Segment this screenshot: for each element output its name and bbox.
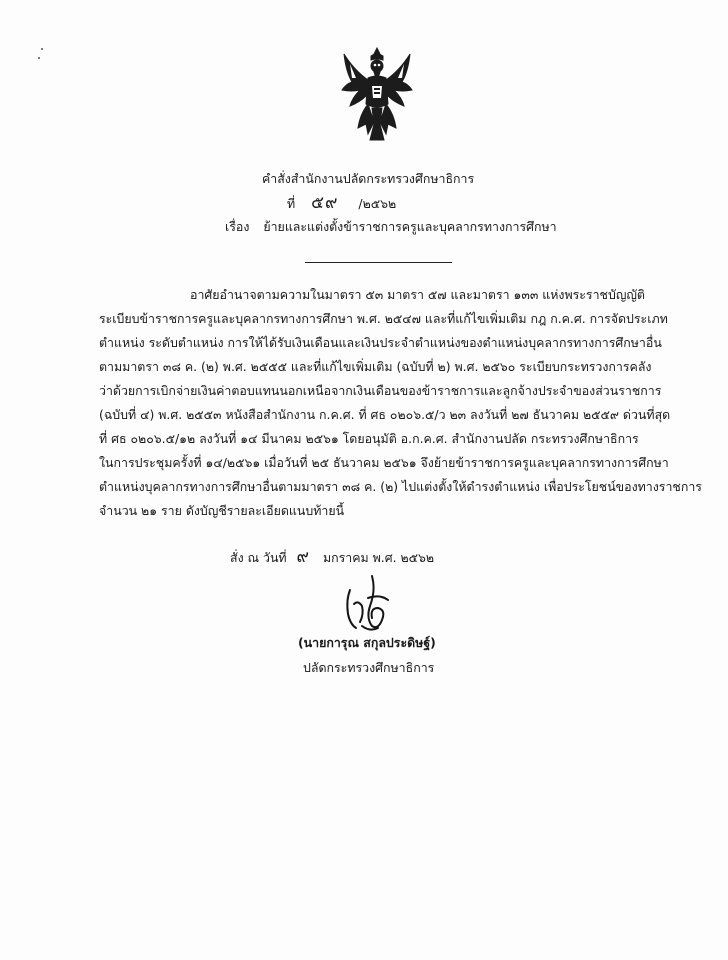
order-subject — [225, 219, 557, 235]
order-number-year: /๒๕๖๒ — [358, 196, 397, 211]
body-paragraph-line: ตามมาตรา ๓๘ ค. (๒) พ.ศ. ๒๕๕๕ และที่แก้ไขเพิ่มเติม (ฉบับที่ ๒) พ.ศ. ๒๕๖๐ ระเบียบกระทรวงการคลัง — [99, 359, 652, 374]
signer-name: (นายการุณ สกุลประดิษฐ์) — [298, 635, 436, 650]
body-paragraph-line: ตำแหน่งบุคลากรทางการศึกษาอื่นตามมาตรา ๓๘ ค. (๒) ไปแต่งตั้งให้ดำรงตำแหน่ง เพื่อประโยชน์ของทางราชการ — [99, 479, 702, 494]
header-divider — [305, 262, 452, 263]
body-paragraph-line: อาศัยอำนาจตามความในมาตรา ๕๓ มาตรา ๕๗ และมาตรา ๑๓๓ แห่งพระราชบัญญัติ — [190, 287, 645, 302]
order-number — [287, 195, 396, 212]
body-paragraph-line: ว่าด้วยการเบิกจ่ายเงินค่าตอบแทนนอกเหนือจากเงินเดือนของข้าราชการและลูกจ้างประจำของส่วนราชการ — [99, 383, 662, 398]
order-date — [230, 549, 434, 566]
scan-speck — [38, 57, 40, 59]
order-title: คำสั่งสำนักงานปลัดกระทรวงศึกษาธิการ — [262, 171, 475, 186]
garuda-emblem-icon — [338, 44, 416, 144]
scan-speck — [41, 48, 43, 50]
order-number-label: ที่ — [287, 196, 296, 211]
body-paragraph-line: ระเบียบข้าราชการครูและบุคลากรทางการศึกษา พ.ศ. ๒๕๔๗ และที่แก้ไขเพิ่มเติม กฎ ก.ค.ศ. การจัดประเภท — [99, 311, 668, 326]
order-number-handwritten: ๕๙ — [311, 193, 339, 213]
subject-label: เรื่อง — [225, 219, 250, 234]
body-paragraph-line: จำนวน ๒๑ ราย ดังบัญชีรายละเอียดแนบท้ายนี้ — [99, 503, 345, 518]
body-paragraph-line: ตำแหน่ง ระดับตำแหน่ง การให้ได้รับเงินเดือนและเงินประจำตำแหน่งของตำแหน่งบุคลากรทางการศึกษาอื่น — [99, 335, 662, 350]
order-date-prefix: สั่ง ณ วันที่ — [230, 550, 287, 565]
order-date-suffix: มกราคม พ.ศ. ๒๕๖๒ — [322, 550, 435, 565]
order-day-handwritten: ๙ — [296, 547, 309, 567]
body-paragraph-line: (ฉบับที่ ๔) พ.ศ. ๒๕๕๓ หนังสือสำนักงาน ก.ค.ศ. ที่ ศธ ๐๒๐๖.๕/ว ๒๓ ลงวันที่ ๒๗ ธันวาคม ๒๕๕๙ ด่วนที่สุด — [99, 407, 671, 422]
body-paragraph-line: ในการประชุมครั้งที่ ๑๔/๒๕๖๑ เมื่อวันที่ ๒๕ ธันวาคม ๒๕๖๑ จึงย้ายข้าราชการครูและบุคลากรทางการศึกษา — [99, 455, 669, 470]
body-paragraph-line: ที่ ศธ ๐๒๐๖.๕/๑๒ ลงวันที่ ๑๔ มีนาคม ๒๕๖๑ โดยอนุมัติ อ.ก.ค.ศ. สำนักงานปลัด กระทรวงศึกษาธิการ — [99, 431, 639, 446]
subject-text: ย้ายและแต่งตั้งข้าราชการครูและบุคลากรทางการศึกษา — [263, 219, 557, 234]
handwritten-signature-icon — [332, 570, 402, 642]
signer-position: ปลัดกระทรวงศึกษาธิการ — [303, 660, 435, 675]
